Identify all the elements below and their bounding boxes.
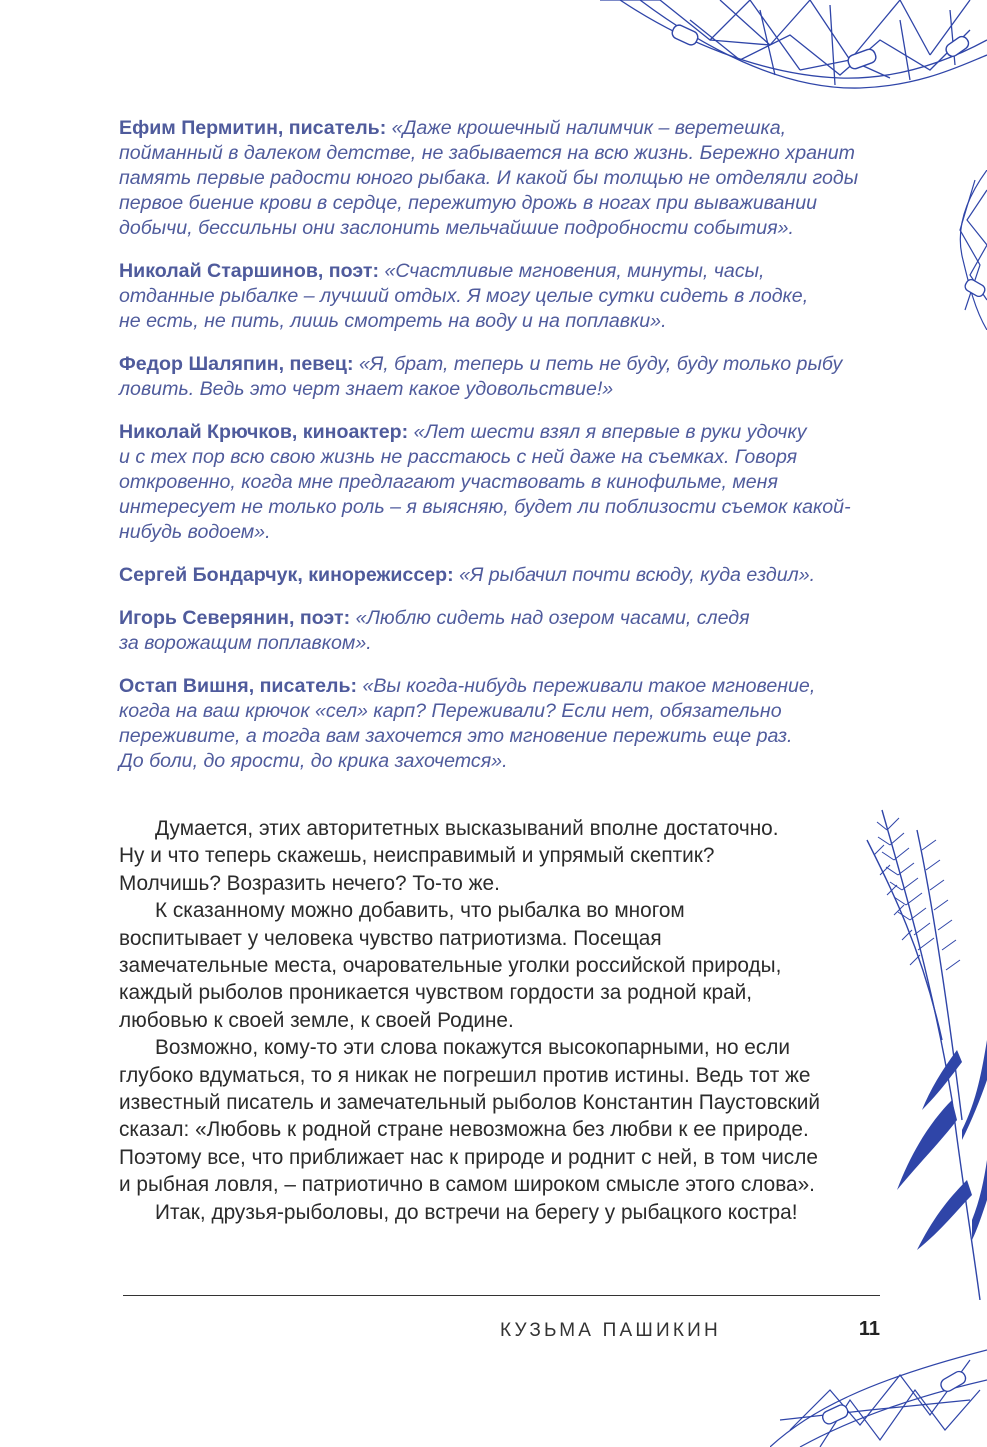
paragraph-line: Возможно, кому-то эти слова покажутся высокопарными, но если: [155, 1036, 791, 1060]
footer-divider: [123, 1295, 880, 1296]
quote-severyanin: [119, 606, 889, 656]
quote-author: Николай Крючков, киноактер:: [119, 421, 409, 443]
paragraph: [119, 897, 889, 1034]
quote-author: Сергей Бондарчук, кинорежиссер:: [119, 564, 454, 586]
fishing-net-illustration-top: [600, 0, 987, 100]
quote-author: Ефим Пермитин, писатель:: [119, 117, 387, 139]
paragraph-line: Ну и что теперь скажешь, неисправимый и упрямый скептик?: [119, 844, 715, 868]
quote-kryuchkov: [119, 420, 889, 545]
paragraph: [119, 1034, 889, 1198]
quote-text-line: память первые радости юного рыбака. И какой бы толщью не отделяли годы: [119, 167, 859, 189]
paragraph-line: любовью к своей земле, к своей Родине.: [119, 1008, 514, 1032]
quote-permitin: [119, 116, 889, 241]
quote-text-line: переживите, а тогда вам захочется это мгновение пережить еще раз.: [119, 725, 793, 747]
paragraph-line: замечательные места, очаровательные уголки российской природы,: [119, 954, 782, 978]
fishing-net-illustration-bottom: [770, 1330, 987, 1447]
paragraph-line: каждый рыболов проникается чувством гордости за родной край,: [119, 981, 753, 1005]
quote-text-line: за ворожащим поплавком».: [119, 632, 372, 654]
quote-text-line: нибудь водоем».: [119, 521, 271, 543]
quote-author: Николай Старшинов, поэт:: [119, 260, 380, 282]
paragraph-line: воспитывает у человека чувство патриотизма. Посещая: [119, 926, 662, 950]
quote-text-line: «Даже крошечный налимчик – веретешка,: [391, 117, 787, 139]
paragraph: [119, 1199, 889, 1226]
paragraph-line: сказал: «Любовь к родной стране невозможна без любви к ее природе.: [119, 1118, 809, 1142]
quote-text-line: отданные рыбалке – лучший отдых. Я могу целые сутки сидеть в лодке,: [119, 285, 809, 307]
paragraph-line: К сказанному можно добавить, что рыбалка во многом: [155, 899, 685, 923]
paragraph: [119, 815, 889, 897]
quote-text-line: «Я, брат, теперь и петь не буду, буду только рыбу: [358, 353, 843, 375]
quote-text-line: когда на ваш крючок «сел» карп? Переживали? Если нет, обязательно: [119, 700, 782, 722]
quotes-section: [119, 116, 889, 792]
quote-text-line: откровенно, когда мне предлагают участвовать в кинофильме, меня: [119, 471, 778, 493]
quote-text-line: «Вы когда-нибудь переживали такое мгновение,: [362, 675, 816, 697]
quote-text-line: не есть, не пить, лишь смотреть на воду и на поплавки».: [119, 310, 667, 332]
quote-text-line: До боли, до ярости, до крика захочется».: [119, 750, 508, 772]
quote-author: Федор Шаляпин, певец:: [119, 353, 354, 375]
quote-text-line: добычи, бессильны они заслонить мельчайшие подробности события».: [119, 217, 794, 239]
quote-text-line: и с тех пор всю свою жизнь не расстаюсь с ней даже на съемках. Говоря: [119, 446, 798, 468]
paragraph-line: Молчишь? Возразить нечего? То-то же.: [119, 871, 500, 895]
page-number: 11: [858, 1318, 880, 1340]
quote-starshinov: [119, 259, 889, 334]
paragraph-line: Думается, этих авторитетных высказываний вполне достаточно.: [155, 817, 779, 840]
paragraph-line: Итак, друзья-рыболовы, до встречи на берегу у рыбацкого костра!: [155, 1200, 798, 1224]
quote-text-line: «Люблю сидеть над озером часами, следя: [355, 607, 750, 629]
quote-text-line: «Я рыбачил почти всюду, куда ездил».: [459, 564, 816, 586]
paragraph-line: и рыбная ловля, – патриотично в самом широком смысле этого слова».: [119, 1173, 815, 1197]
fishing-net-illustration-right: [945, 170, 987, 330]
paragraph-line: известный писатель и замечательный рыболов Константин Паустовский: [119, 1091, 821, 1115]
running-footer-author: КУЗЬМА ПАШИКИН: [500, 1320, 721, 1341]
quote-vishnya: [119, 674, 889, 774]
quote-text-line: интересует не только роль – я выясняю, будет ли поблизости съемок какой-: [119, 496, 851, 518]
quote-author: Остап Вишня, писатель:: [119, 675, 358, 697]
quote-text-line: первое биение крови в сердце, пережитую дрожь в ногах при вываживании: [119, 192, 817, 214]
quote-text-line: пойманный в далеком детстве, не забывается на всю жизнь. Бережно хранит: [119, 142, 855, 164]
body-text: [119, 815, 889, 1226]
quote-text-line: «Лет шести взял я впервые в руки удочку: [413, 421, 807, 443]
quote-text-line: ловить. Ведь это черт знает какое удовольствие!»: [119, 378, 614, 400]
quote-bondarchuk: [119, 563, 889, 588]
quote-author: Игорь Северянин, поэт:: [119, 607, 351, 629]
quote-shalyapin: [119, 352, 889, 402]
paragraph-line: глубоко вдуматься, то я никак не погрешил против истины. Ведь тот же: [119, 1063, 811, 1087]
paragraph-line: Поэтому все, что приближает нас к природе и роднит с ней, в том числе: [119, 1145, 818, 1169]
quote-text-line: «Счастливые мгновения, минуты, часы,: [384, 260, 765, 282]
